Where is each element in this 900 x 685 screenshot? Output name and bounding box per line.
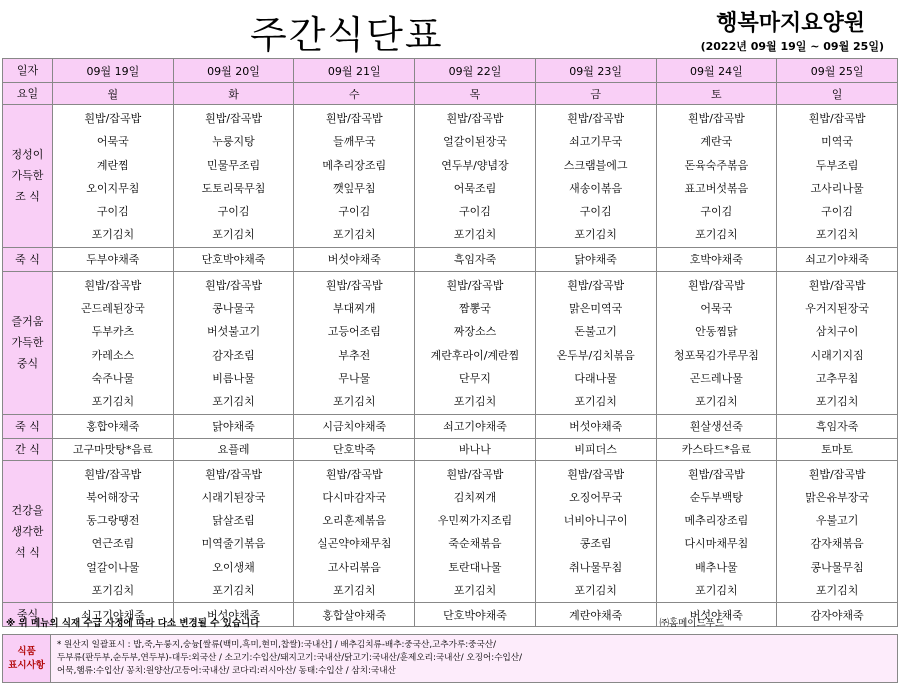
menu-item: 포기김치 [333, 228, 376, 242]
porridge-breakfast-cell: 흑임자죽 [415, 247, 536, 271]
breakfast-cell [53, 105, 174, 248]
menu-item: 흰밥/잡곡밥 [325, 467, 383, 481]
menu-item: 청포묵김가루무침 [673, 348, 759, 362]
menu-item: 포기김치 [815, 395, 859, 409]
day-date: 09월 24일 [656, 59, 777, 83]
menu-item: 오징어무국 [569, 490, 623, 504]
row-label: 간 식 [3, 438, 53, 460]
menu-item: 도토리묵무침 [201, 181, 266, 195]
vendor-name: ㈜홈메이드푸드 [659, 618, 724, 629]
row-label: 죽 식 [3, 414, 53, 438]
menu-item: 고사리나물 [810, 181, 864, 195]
menu-item: 부대찌개 [333, 302, 376, 316]
dinner-cell [777, 460, 898, 603]
menu-item: 돈불고기 [574, 325, 617, 339]
menu-item: 흰밥/잡곡밥 [84, 278, 142, 292]
menu-item: 포기김치 [453, 228, 497, 242]
snack-cell: 단호박죽 [294, 438, 415, 460]
menu-item: 포기김치 [574, 228, 617, 242]
menu-item: 흰밥/잡곡밥 [325, 278, 383, 292]
menu-item: 실곤약야채무침 [317, 537, 392, 551]
menu-item: 포기김치 [212, 228, 255, 242]
weekly-menu-table [2, 58, 898, 627]
menu-item: 들깨무국 [333, 135, 376, 149]
porridge-lunch-cell: 쇠고기야채죽 [415, 414, 536, 438]
menu-item: 무나물 [338, 371, 371, 385]
dinner-cell [294, 460, 415, 603]
menu-item: 흰밥/잡곡밥 [446, 467, 504, 481]
porridge-dinner-cell: 버섯야채죽 [656, 603, 777, 627]
porridge-lunch-cell: 시금치야채죽 [294, 414, 415, 438]
porridge-dinner-cell: 홍합살야채죽 [294, 603, 415, 627]
menu-item: 콩나물국 [212, 302, 255, 316]
menu-item: 흰밥/잡곡밥 [687, 467, 745, 481]
porridge-breakfast-cell: 호박야채죽 [656, 247, 777, 271]
porridge-breakfast-cell: 단호박야채죽 [173, 247, 294, 271]
menu-item: 동그랑땡전 [86, 514, 140, 528]
menu-item: 김치찌개 [453, 490, 497, 504]
menu-item: 시래기된장국 [201, 490, 266, 504]
menu-item: 오이지무침 [86, 181, 140, 195]
menu-item: 너비아니구이 [563, 514, 628, 528]
day-date: 09월 25일 [777, 59, 898, 83]
menu-item: 돈육숙주볶음 [684, 158, 749, 172]
menu-item: 포기김치 [453, 584, 497, 598]
day-date: 09월 19일 [53, 59, 174, 83]
menu-item: 민물무조림 [206, 158, 261, 172]
lunch-cell [53, 271, 174, 414]
menu-item: 짜장소스 [453, 325, 497, 339]
menu-item: 우거지된장국 [805, 302, 869, 316]
row-label: 요일 [3, 83, 53, 105]
menu-item: 흰밥/잡곡밥 [808, 278, 866, 292]
dinner-cell [535, 460, 656, 603]
day-date: 09월 22일 [415, 59, 536, 83]
menu-item: 취나물무침 [569, 560, 623, 574]
menu-item: 어묵조림 [453, 181, 497, 195]
menu-item: 구이김 [217, 205, 250, 219]
menu-item: 흰밥/잡곡밥 [687, 112, 745, 125]
page-title: 주간식단표 [250, 13, 444, 57]
change-notice: ※ 위 메뉴의 식재 수급 사정에 따라 다소 변경될 수 있습니다 [6, 618, 260, 629]
notes-section [2, 617, 898, 683]
menu-item: 연근조림 [91, 537, 135, 551]
menu-item: 두부조림 [815, 158, 859, 172]
menu-item: 포기김치 [695, 228, 738, 242]
menu-item: 얼갈이된장국 [443, 135, 507, 149]
notice-line [2, 617, 898, 631]
dinner-cell [656, 460, 777, 603]
menu-item: 포기김치 [212, 584, 255, 598]
porridge-lunch-cell: 버섯야채죽 [535, 414, 656, 438]
menu-item: 감자채볶음 [810, 537, 864, 551]
day-date: 09월 23일 [535, 59, 656, 83]
snack-cell: 카스타드*음료 [656, 438, 777, 460]
menu-item: 메추리장조림 [684, 514, 749, 528]
menu-item: 어묵국 [700, 302, 733, 316]
menu-item: 흰밥/잡곡밥 [205, 112, 262, 125]
porridge-breakfast-cell: 두부야채죽 [53, 247, 174, 271]
dinner-cell [53, 460, 174, 603]
snack-cell: 토마토 [777, 438, 898, 460]
menu-item: 미역국 [821, 135, 854, 149]
snack-cell: 비피더스 [535, 438, 656, 460]
row-label: 정성이 가득한 조 식 [3, 105, 53, 248]
menu-item: 고사리볶음 [327, 560, 381, 574]
menu-item: 연두부/양념장 [441, 158, 509, 172]
breakfast-cell [777, 105, 898, 248]
menu-item: 포기김치 [91, 228, 135, 242]
menu-item: 새송이볶음 [569, 181, 623, 195]
porridge-breakfast-row [3, 247, 898, 271]
menu-item: 버섯불고기 [206, 325, 261, 339]
menu-item: 포기김치 [91, 584, 135, 598]
menu-item: 우민찌가지조림 [437, 514, 513, 528]
menu-item: 포기김치 [574, 584, 617, 598]
menu-item: 삼치구이 [815, 325, 859, 339]
menu-item: 오리훈제볶음 [322, 514, 387, 528]
breakfast-cell [294, 105, 415, 248]
menu-item: 흰밥/잡곡밥 [567, 467, 625, 481]
porridge-dinner-cell: 단호박야채죽 [415, 603, 536, 627]
food-labeling-box [2, 634, 898, 683]
menu-item: 포기김치 [695, 395, 738, 409]
menu-item: 포기김치 [453, 395, 497, 409]
porridge-lunch-cell: 닭야채죽 [173, 414, 294, 438]
lunch-cell [656, 271, 777, 414]
menu-item: 흰밥/잡곡밥 [205, 467, 262, 481]
organization-name: 행복마지요양원 [716, 11, 865, 36]
day-of-week: 화 [173, 83, 294, 105]
menu-item: 두부카츠 [91, 325, 135, 339]
menu-item: 다시마감자국 [322, 490, 387, 504]
menu-item: 콩조림 [579, 537, 612, 551]
row-label: 일자 [3, 59, 53, 83]
menu-item: 흰밥/잡곡밥 [84, 467, 142, 481]
menu-item: 시래기지짐 [810, 348, 864, 362]
porridge-lunch-cell: 흰살생선죽 [656, 414, 777, 438]
menu-item: 깻잎무침 [333, 181, 376, 195]
menu-item: 표고버섯볶음 [684, 181, 749, 195]
porridge-dinner-cell: 감자야채죽 [777, 603, 898, 627]
menu-item: 북어해장국 [86, 490, 140, 504]
day-of-week: 일 [777, 83, 898, 105]
menu-item: 비름나물 [212, 371, 255, 385]
lunch-row [3, 271, 898, 414]
menu-item: 다래나물 [574, 371, 617, 385]
menu-item: 포기김치 [695, 584, 738, 598]
menu-item: 계란국 [700, 135, 733, 149]
menu-item: 메추리장조림 [322, 158, 387, 172]
menu-item: 안동찜닭 [695, 325, 738, 339]
menu-item: 포기김치 [91, 395, 135, 409]
dinner-cell [173, 460, 294, 603]
menu-item: 흰밥/잡곡밥 [808, 112, 866, 125]
header [0, 0, 900, 58]
menu-item: 부추전 [338, 348, 371, 362]
day-of-week: 토 [656, 83, 777, 105]
menu-item: 곤드레나물 [689, 371, 743, 385]
menu-item: 순두부백탕 [689, 490, 743, 504]
menu-item: 구이김 [700, 205, 733, 219]
porridge-dinner-cell: 쇠고기야채죽 [53, 603, 174, 627]
row-label: 즐거움 가득한 중식 [3, 271, 53, 414]
menu-item: 고등어조림 [327, 325, 381, 339]
menu-item: 흰밥/잡곡밥 [808, 467, 866, 481]
menu-item: 흰밥/잡곡밥 [446, 112, 504, 125]
menu-item: 흰밥/잡곡밥 [446, 278, 504, 292]
menu-item: 맑은미역국 [569, 302, 623, 316]
menu-item: 포기김치 [574, 395, 617, 409]
menu-item: 포기김치 [815, 228, 859, 242]
menu-item: 죽순채볶음 [448, 537, 502, 551]
snack-cell: 요플레 [173, 438, 294, 460]
menu-item: 계란후라이/계란찜 [430, 348, 520, 362]
menu-item: 우불고기 [815, 514, 859, 528]
menu-item: 구이김 [459, 205, 491, 219]
menu-period: (2022년 09월 19일 ~ 09월 25일) [700, 40, 884, 53]
breakfast-cell [173, 105, 294, 248]
lunch-cell [294, 271, 415, 414]
porridge-lunch-row [3, 414, 898, 438]
snack-cell: 고구마맛탕*음료 [53, 438, 174, 460]
menu-item: 곤드레된장국 [80, 302, 145, 316]
breakfast-cell [656, 105, 777, 248]
menu-item: 미역줄기볶음 [201, 537, 266, 551]
menu-item: 흰밥/잡곡밥 [325, 112, 383, 125]
porridge-breakfast-cell: 쇠고기야채죽 [777, 247, 898, 271]
menu-item: 포기김치 [333, 584, 376, 598]
menu-item: 포기김치 [815, 584, 859, 598]
snack-cell: 바나나 [415, 438, 536, 460]
dinner-row [3, 460, 898, 603]
menu-item: 어묵국 [96, 135, 129, 149]
menu-item: 구이김 [821, 205, 854, 219]
day-of-week: 월 [53, 83, 174, 105]
menu-item: 배추나물 [695, 560, 738, 574]
origin-info: * 원산지 일괄표시 : 밥,죽,누룽지,숭늉[쌀류(백미,흑미,현미,찹쌀):국내산] / 배추김치류-배추:중국산,고추가루:중국산/ 두부류(판두부,순두부,연두부)-대두:외국산 / 소고기:수입산/돼지고기:국내산/닭고기:국내산/훈제오리:국내산/ 오징어:수입산/ 어묵,햄류:수입산/ 꽁치:원양산/고등어:국내산/ 코다리:러시아산/ 동태:수입산 / 삼치:국내산 [51, 635, 897, 682]
porridge-dinner-cell: 버섯야채죽 [173, 603, 294, 627]
porridge-breakfast-cell: 버섯야채죽 [294, 247, 415, 271]
porridge-lunch-cell: 홍합야채죽 [53, 414, 174, 438]
menu-item: 오이생채 [212, 560, 255, 574]
lunch-cell [535, 271, 656, 414]
porridge-dinner-cell: 계란야채죽 [535, 603, 656, 627]
menu-item: 콩나물무침 [810, 560, 864, 574]
day-of-week: 금 [535, 83, 656, 105]
menu-item: 흰밥/잡곡밥 [567, 278, 625, 292]
row-label: 죽 식 [3, 247, 53, 271]
menu-item: 구이김 [338, 205, 371, 219]
dinner-cell [415, 460, 536, 603]
food-labeling-label: 식품 표시사항 [3, 635, 51, 682]
row-label: 죽식 [3, 603, 53, 627]
breakfast-cell [415, 105, 536, 248]
menu-item: 계란찜 [96, 158, 129, 172]
day-of-week: 목 [415, 83, 536, 105]
menu-item: 온두부/김치볶음 [556, 348, 635, 362]
breakfast-row [3, 105, 898, 248]
breakfast-cell [535, 105, 656, 248]
menu-item: 쇠고기무국 [569, 135, 623, 149]
menu-item: 짬뽕국 [459, 302, 491, 316]
menu-item: 다시마채무침 [684, 537, 749, 551]
menu-item: 감자조림 [212, 348, 255, 362]
day-date: 09월 20일 [173, 59, 294, 83]
menu-item: 스크램블에그 [563, 158, 628, 172]
menu-item: 닭살조림 [212, 514, 255, 528]
menu-item: 포기김치 [333, 395, 376, 409]
day-date: 09월 21일 [294, 59, 415, 83]
menu-item: 흰밥/잡곡밥 [567, 112, 625, 125]
menu-item: 포기김치 [212, 395, 255, 409]
menu-item: 흰밥/잡곡밥 [687, 278, 745, 292]
lunch-cell [173, 271, 294, 414]
snack-row [3, 438, 898, 460]
menu-item: 구이김 [579, 205, 612, 219]
menu-item: 단무지 [459, 371, 491, 385]
lunch-cell [777, 271, 898, 414]
date-row [3, 59, 898, 83]
menu-item: 흰밥/잡곡밥 [205, 278, 262, 292]
menu-item: 구이김 [96, 205, 129, 219]
menu-item: 고추무침 [815, 371, 859, 385]
menu-item: 누룽지탕 [212, 135, 255, 149]
dow-row [3, 83, 898, 105]
day-of-week: 수 [294, 83, 415, 105]
menu-item: 맑은유부장국 [805, 490, 869, 504]
porridge-lunch-cell: 흑임자죽 [777, 414, 898, 438]
porridge-breakfast-cell: 닭야채죽 [535, 247, 656, 271]
menu-item: 토란대나물 [448, 560, 502, 574]
row-label: 건강을 생각한 석 식 [3, 460, 53, 603]
menu-item: 숙주나물 [91, 371, 135, 385]
menu-item: 얼갈이나물 [86, 560, 140, 574]
menu-item: 흰밥/잡곡밥 [84, 112, 142, 125]
lunch-cell [415, 271, 536, 414]
menu-item: 카레소스 [91, 348, 135, 362]
